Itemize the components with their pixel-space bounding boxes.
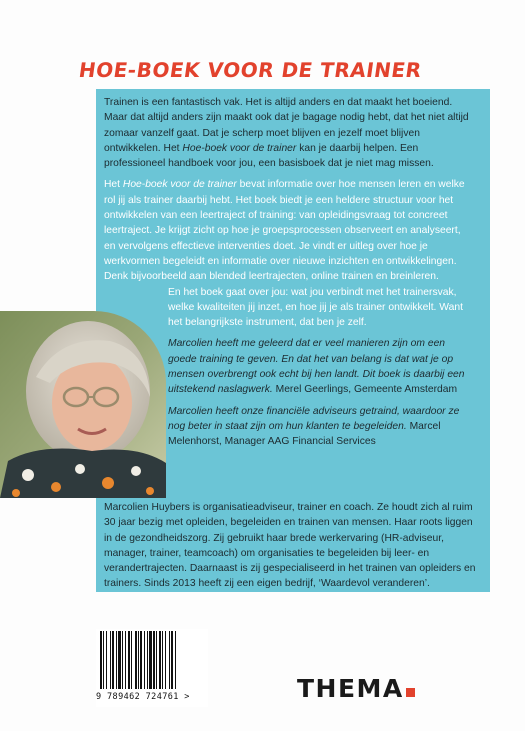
isbn-number: 9 789462 724761 > [96, 692, 190, 702]
description-text-1: Het [104, 179, 123, 191]
description-paragraph [104, 177, 474, 284]
author-portrait-image [0, 311, 166, 498]
quote-1-text: Marcolien heeft me geleerd dat er veel manieren zijn om een goede training te geven. En dat het van belang is dat wat je op mensen overbrengt ook echt bij hen landt. Dit boek is daarbij een uitstekend naslagwerk. [168, 338, 465, 396]
publisher-logo [297, 674, 415, 703]
quote-2-author: Marcel Melenhorst, Manager AAG Financial Services [168, 420, 441, 448]
quote-2-text: Marcolien heeft onze financiële adviseurs getraind, waardoor ze nog beter in staat zijn om hun klanten te begeleiden. [168, 405, 460, 432]
book-title: HOE-BOEK VOOR DE TRAINER [77, 58, 424, 82]
author-photo [0, 311, 166, 498]
intro-book-title: Hoe-boek voor de trainer [182, 142, 297, 154]
barcode-bars [96, 629, 208, 691]
description-book-title: Hoe-boek voor de trainer [122, 179, 237, 191]
quote-1-author: Merel Geerlings, Gemeente Amsterdam [272, 384, 458, 396]
description-text-2: bevat informatie over hoe mensen leren en welke rol jij als trainer daarbij hebt. Het boek biedt je een heldere structuur voor het ontwikkelen van een leertraject of training: van opleidingsvraag tot concreet leertraject. Je krijgt zicht op hoe je groepsprocessen observeert en analyseert, en vervolgens effectieve interventies doet. Je vindt er uitleg over hoe je werkvormen begeleidt en informatie over nieuwe inzichten en ontwikkelingen. Denk bijvoorbeeld aan blended leertrajecten, online trainen en breinleren. [104, 179, 465, 283]
intro-paragraph [104, 95, 474, 171]
publisher-logo-dot [406, 688, 415, 697]
intro-text-1: Trainen is een fantastisch vak. Het is altijd anders en dat maakt het boeiend. Maar dat altijd anders zijn maakt ook dat je bagage nodig hebt, dat het niet altijd zomaar vanzelf gaat. Dat je scherp moet blijven en jezelf moet blijven ontwikkelen. Het [104, 97, 469, 154]
isbn-barcode [96, 629, 208, 707]
author-bio: Marcolien Huybers is organisatieadviseur, trainer en coach. Ze houdt zich al ruim 30 jaar bezig met opleiden, begeleiden en trainen van mensen. Haar roots liggen in de gezondheidszorg. Zij gebruikt haar brede werkervaring (HR-adviseur, manager, trainer, teamcoach) om organisaties te begeleiden bij leer- en verandertrajecten. Daarnaast is zij gespecialiseerd in het trainen van opleiders en trainers. Sinds 2013 heeft zij een eigen bedrijf, ‘Waardevol veranderen’. [104, 502, 476, 590]
intro-text-2: kan je daarbij helpen. Een professioneel handboek voor jou, een basisboek dat je niet mag missen. [104, 142, 434, 170]
publisher-name: THEMA [297, 674, 404, 703]
about-you-paragraph: En het boek gaat over jou: wat jou verbindt met het trainersvak, welke kwaliteiten jij inzet, en hoe jij je als trainer ontwikkelt. Want het belangrijkste instrument, dat ben je zelf. [168, 286, 463, 329]
